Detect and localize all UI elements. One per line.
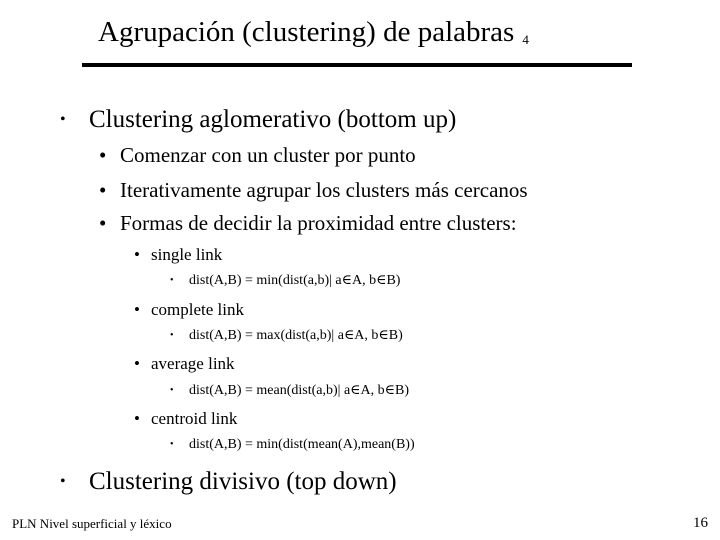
formula-complete-link: dist(A,B) = max(dist(a,b)| a∈A, b∈B) (189, 328, 403, 343)
bullet-dot: • (134, 300, 140, 319)
bullet-dot: • (170, 439, 174, 450)
bullet-dot: • (134, 354, 140, 373)
formula-single-link: dist(A,B) = min(dist(a,b)| a∈A, b∈B) (189, 273, 401, 288)
bullet-comenzar: Comenzar con un cluster por punto (120, 143, 416, 167)
formula-average-link: dist(A,B) = mean(dist(a,b)| a∈A, b∈B) (189, 383, 409, 398)
method-single-link: single link (151, 245, 223, 264)
bullet-divisivo: Clustering divisivo (top down) (89, 468, 397, 495)
bullet-iterativamente: Iterativamente agrupar los clusters más cercanos (120, 178, 528, 202)
bullet-dot: • (134, 409, 140, 428)
bullet-dot: • (99, 178, 107, 202)
bullet-dot: • (170, 330, 174, 341)
slide-title-number: 4 (522, 32, 529, 47)
bullet-dot: • (170, 275, 174, 286)
bullet-aglomerativo: Clustering aglomerativo (bottom up) (89, 106, 457, 133)
bullet-dot: • (99, 143, 107, 167)
method-average-link: average link (151, 354, 235, 373)
slide-title-text: Agrupación (clustering) de palabras (98, 16, 515, 48)
method-centroid-link: centroid link (151, 409, 238, 428)
slide-title (98, 14, 529, 58)
footer-course: PLN Nivel superficial y léxico (12, 516, 172, 531)
bullet-dot: • (60, 111, 66, 128)
bullet-dot: • (170, 385, 174, 396)
method-complete-link: complete link (151, 300, 245, 319)
formula-centroid-link: dist(A,B) = min(dist(mean(A),mean(B)) (189, 437, 415, 452)
title-underline (82, 63, 632, 67)
bullet-dot: • (134, 245, 140, 264)
page-number: 16 (693, 515, 708, 531)
bullet-formas: Formas de decidir la proximidad entre clusters: (120, 211, 517, 235)
bullet-dot: • (99, 211, 107, 235)
bullet-dot: • (60, 473, 66, 490)
